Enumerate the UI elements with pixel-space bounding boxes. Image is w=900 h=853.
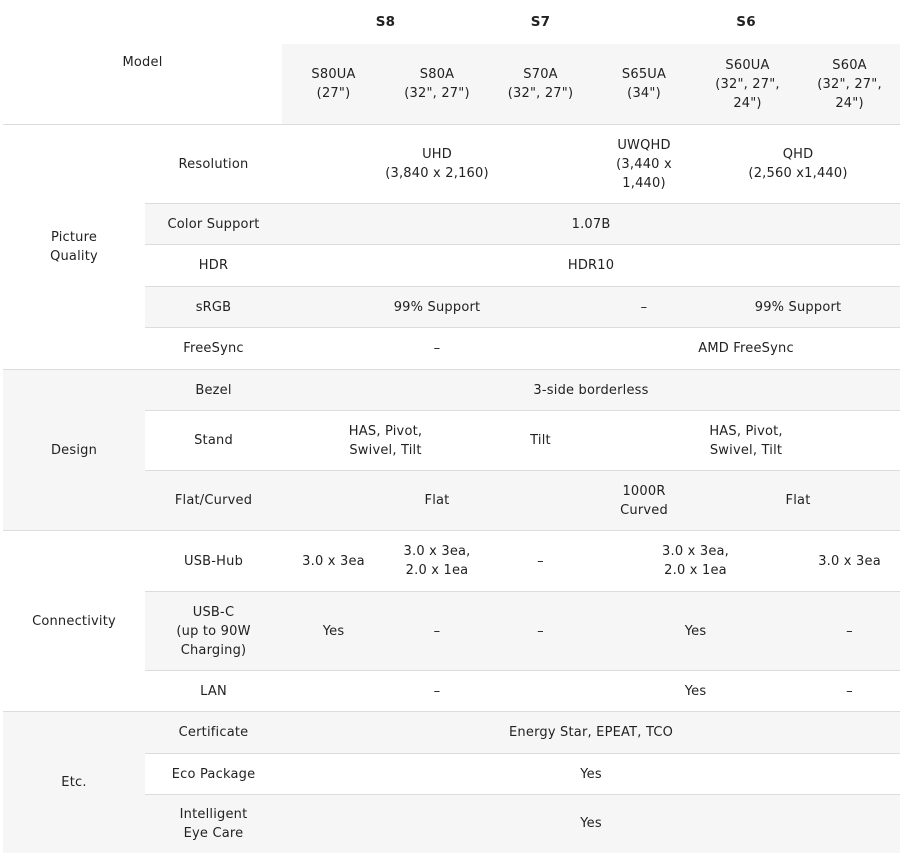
group-picture-quality: Picture Quality xyxy=(3,125,145,370)
flat-curved-s8-s7: Flat xyxy=(282,471,592,531)
group-connectivity: Connectivity xyxy=(3,531,145,712)
row-label-srgb: sRGB xyxy=(145,287,282,328)
group-etc: Etc. xyxy=(3,712,145,853)
lan-s65ua-s60ua: Yes xyxy=(592,671,799,712)
group-design: Design xyxy=(3,370,145,531)
row-label-eco-package: Eco Package xyxy=(145,754,282,795)
model-label: Model xyxy=(3,0,282,125)
row-label-usb-c: USB-C (up to 90W Charging) xyxy=(145,592,282,671)
row-label-eye-care: Intelligent Eye Care xyxy=(145,795,282,853)
model-s60ua: S60UA (32", 27", 24") xyxy=(696,44,799,125)
eye-care-value: Yes xyxy=(282,795,900,853)
flat-curved-s65ua: 1000R Curved xyxy=(592,471,696,531)
usb-hub-s70a: – xyxy=(489,531,592,592)
lan-s8-s7: – xyxy=(282,671,592,712)
freesync-s6: AMD FreeSync xyxy=(592,328,900,370)
model-s80a: S80A (32", 27") xyxy=(385,44,489,125)
table-row-certificate xyxy=(3,712,900,754)
freesync-s8-s7: – xyxy=(282,328,592,370)
srgb-s60: 99% Support xyxy=(696,287,900,328)
row-label-usb-hub: USB-Hub xyxy=(145,531,282,592)
table-row-resolution xyxy=(3,125,900,204)
table-row-usb-hub xyxy=(3,531,900,592)
usb-hub-s65ua-s60ua: 3.0 x 3ea, 2.0 x 1ea xyxy=(592,531,799,592)
series-row xyxy=(3,0,900,44)
row-label-resolution: Resolution xyxy=(145,125,282,204)
model-s80ua: S80UA (27") xyxy=(282,44,385,125)
spec-table xyxy=(3,0,900,853)
usb-hub-s60a: 3.0 x 3ea xyxy=(799,531,900,592)
eco-package-value: Yes xyxy=(282,754,900,795)
usb-c-s60a: – xyxy=(799,592,900,671)
hdr-value: HDR10 xyxy=(282,245,900,287)
row-label-stand: Stand xyxy=(145,411,282,471)
model-s70a: S70A (32", 27") xyxy=(489,44,592,125)
stand-s6: HAS, Pivot, Swivel, Tilt xyxy=(592,411,900,471)
lan-s60a: – xyxy=(799,671,900,712)
row-label-lan: LAN xyxy=(145,671,282,712)
resolution-uwqhd: UWQHD (3,440 x 1,440) xyxy=(592,125,696,204)
usb-hub-s80a: 3.0 x 3ea, 2.0 x 1ea xyxy=(385,531,489,592)
row-label-certificate: Certificate xyxy=(145,712,282,754)
series-s7: S7 xyxy=(530,13,551,30)
srgb-s8-s7: 99% Support xyxy=(282,287,592,328)
usb-hub-s80ua: 3.0 x 3ea xyxy=(282,531,385,592)
usb-c-s65ua-s60ua: Yes xyxy=(592,592,799,671)
row-label-hdr: HDR xyxy=(145,245,282,287)
series-s8: S8 xyxy=(375,13,396,30)
row-label-freesync: FreeSync xyxy=(145,328,282,370)
usb-c-s80a: – xyxy=(385,592,489,671)
row-label-bezel: Bezel xyxy=(145,370,282,411)
certificate-value: Energy Star, EPEAT, TCO xyxy=(282,712,900,754)
flat-curved-s60: Flat xyxy=(696,471,900,531)
usb-c-s80ua: Yes xyxy=(282,592,385,671)
row-label-flat-curved: Flat/Curved xyxy=(145,471,282,531)
row-label-color-support: Color Support xyxy=(145,204,282,245)
resolution-qhd: QHD (2,560 x1,440) xyxy=(696,125,900,204)
resolution-uhd: UHD (3,840 x 2,160) xyxy=(282,125,592,204)
series-s6: S6 xyxy=(736,13,756,30)
bezel-value: 3-side borderless xyxy=(282,370,900,411)
srgb-s65ua: – xyxy=(592,287,696,328)
model-s60a: S60A (32", 27", 24") xyxy=(799,44,900,125)
stand-s7: Tilt xyxy=(489,411,592,471)
color-support-value: 1.07B xyxy=(282,204,900,245)
model-s65ua: S65UA (34") xyxy=(592,44,696,125)
stand-s8: HAS, Pivot, Swivel, Tilt xyxy=(282,411,489,471)
table-row-bezel xyxy=(3,370,900,411)
usb-c-s70a: – xyxy=(489,592,592,671)
